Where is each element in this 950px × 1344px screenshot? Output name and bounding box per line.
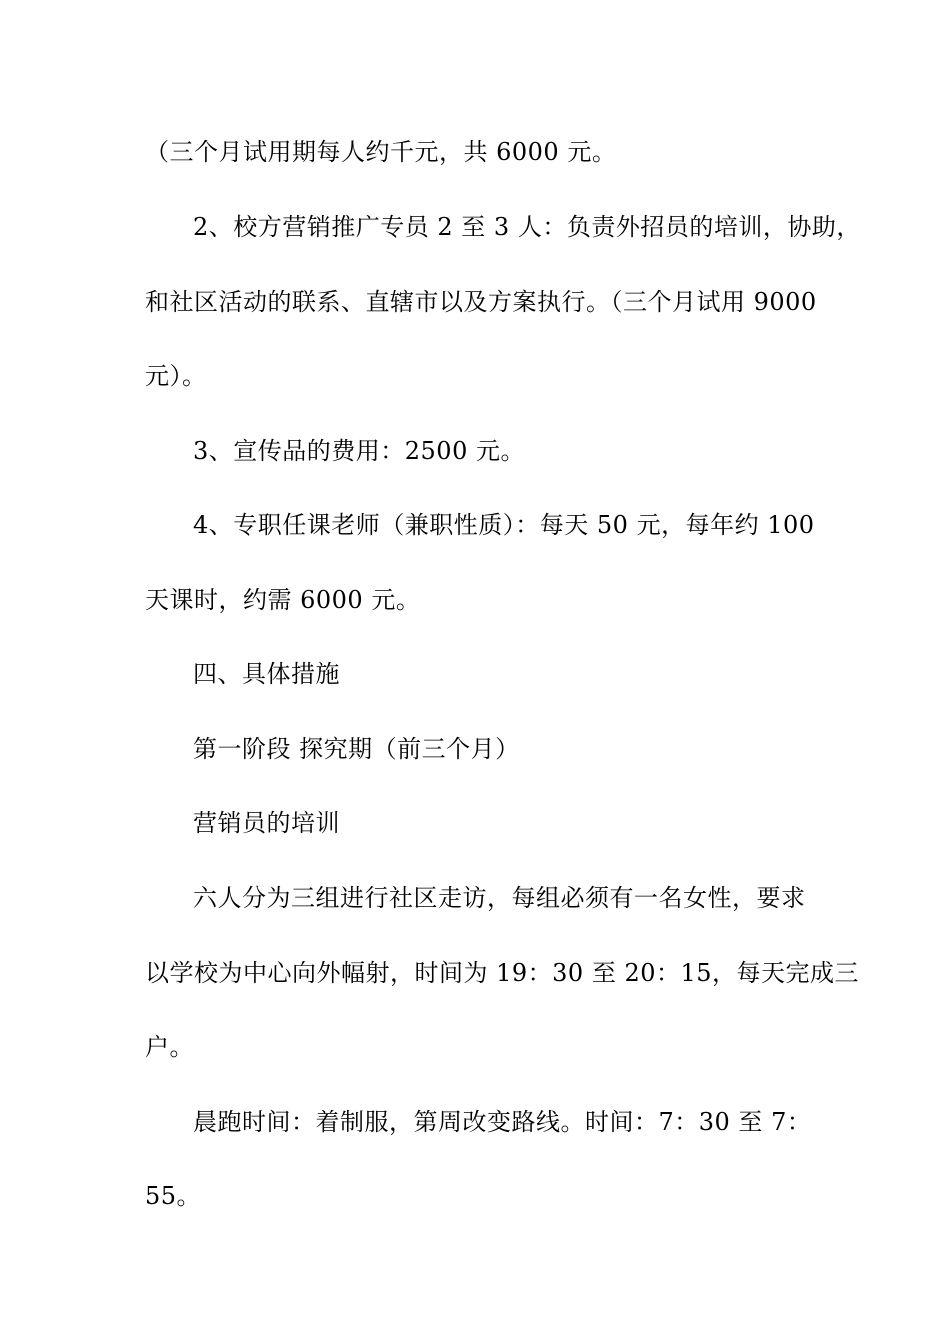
text-line-trial-cost: （三个月试用期每人约千元，共 6000 元。 [145, 138, 617, 166]
text-line-morning-run: 晨跑时间：着制服，第周改变路线。时间：7：30 至 7： [193, 1108, 812, 1136]
text-line-promo-cost: 3、宣传品的费用：2500 元。 [193, 437, 525, 465]
text-line-marketing-specialist: 2、校方营销推广专员 2 至 3 人：负责外招员的培训，协助， [193, 213, 861, 241]
text-line-morning-run-end: 55。 [145, 1182, 202, 1210]
section-heading-measures: 四、具体措施 [193, 660, 340, 688]
text-line-continuation: 元）。 [145, 362, 207, 390]
text-line-schedule: 以学校为中心向外幅射，时间为 19：30 至 20：15，每天完成三 [145, 959, 860, 987]
text-line-teacher-cost: 4、专职任课老师（兼职性质）：每天 50 元，每年约 100 [193, 511, 815, 539]
subheading-training: 营销员的培训 [193, 809, 340, 837]
text-line-groups: 六人分为三组进行社区走访，每组必须有一名女性，要求 [193, 884, 806, 912]
text-line-teacher-total: 天课时，约需 6000 元。 [145, 586, 421, 614]
text-line-community-activities: 和社区活动的联系、直辖市以及方案执行。（三个月试用 9000 [145, 288, 817, 316]
subheading-phase-one: 第一阶段 探究期（前三个月） [193, 735, 520, 763]
text-line-households: 户。 [145, 1033, 194, 1061]
